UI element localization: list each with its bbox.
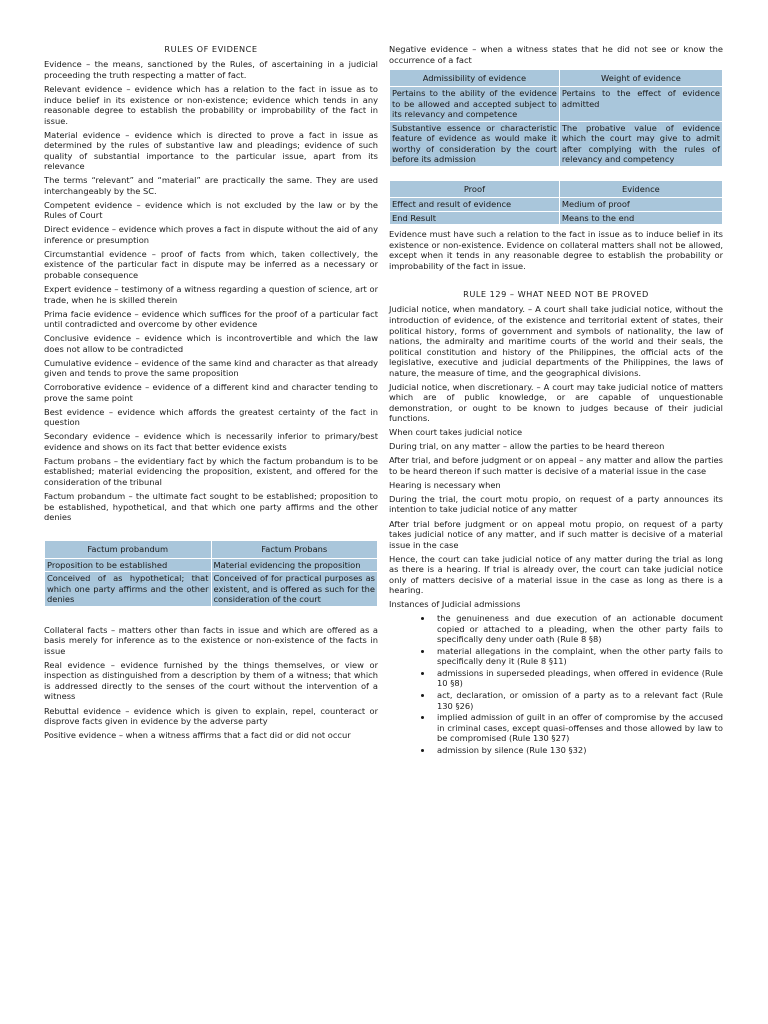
paragraph: Hearing is necessary when [389,479,501,490]
paragraph: Evidence – the means, sanctioned by the Rules, of ascertaining in a judicial proceeding the truth respecting a matter of fact. [44,59,378,80]
table-cell: Proposition to be established [45,558,212,572]
paragraph: After trial before judgment or on appeal motu propio, on request of a party takes judicial notice of any matter, and if such matter is decisive of a material issue in the case [389,518,723,550]
paragraph: Relevant evidence – evidence which has a relation to the fact in issue as to induce belief in its existence or non-existence; evidence which tends in any reasonable degree to establish the probability or improbability of the fact in issue. [44,83,378,126]
paragraph: Direct evidence – evidence which proves a fact in dispute without the aid of any inference or presumption [44,224,378,245]
left-column [44,44,378,744]
list-item: • admission by silence (Rule 130 §32) [433,745,723,756]
paragraph: Negative evidence – when a witness states that he did not see or know the occurrence of a fact [389,44,723,65]
table-header-cell: Evidence [559,180,722,198]
table-header-row [390,69,723,87]
paragraph: Instances of Judicial admissions [389,599,521,610]
list-item: • act, declaration, or omission of a party as to a relevant fact (Rule 130 §26) [433,690,723,711]
paragraph: Judicial notice, when mandatory. – A court shall take judicial notice, without the introduction of evidence, of the existence and territorial extent of states, their political history, forms of government and symbols of nationality, the law of nations, the admiralty and maritime courts of the world and their seals, the political constitution and history of the Philippines, the official acts of the legislative, executive and judicial departments of the Philippines, the laws of nature, the measure of time, and the geographical divisions. [389,304,723,378]
paragraph: Evidence must have such a relation to the fact in issue as to induce belief in its existence or non-existence. Evidence on collateral matters shall not be allowed, except when it tends in any reasonable degree to establish the probability or improbability of the fact in issue. [389,229,723,271]
table-header-cell: Factum probandum [45,541,212,559]
table-header-cell: Admissibility of evidence [390,69,560,87]
list-item: • the genuineness and due execution of an actionable document copied or attached to a pleading, when the other party fails to specifically deny under oath (Rule 8 §8) [433,613,723,645]
paragraph: Circumstantial evidence – proof of facts from which, taken collectively, the existence of the particular fact in dispute may be inferred as a necessary or probable consequence [44,248,378,280]
paragraph: Collateral facts – matters other than facts in issue and which are offered as a basis merely for inference as to the existence or non-existence of the facts in issue [44,624,378,656]
table-cell: End Result [390,211,560,225]
list-item: • material allegations in the complaint, when the other party fails to specifically deny it (Rule 8 §11) [433,646,723,667]
paragraph: The terms “relevant” and “material” are practically the same. They are used interchangeably by the SC. [44,175,378,196]
right-column [389,44,723,756]
paragraph: Material evidence – evidence which is directed to prove a fact in issue as determined by the rules of substantive law and pleadings; evidence of such quality of substantial importance to the particular issue, apart from its relevance [44,129,378,172]
paragraph: Competent evidence – evidence which is not excluded by the law or by the Rules of Court [44,199,378,221]
table-cell: Medium of proof [559,198,722,212]
table-cell: Effect and result of evidence [390,198,560,212]
paragraph: Judicial notice, when discretionary. – A court may take judicial notice of matters which are of public knowledge, or are capable of unquestionable demonstration, or ought to be known to judges because of their judicial functions. [389,381,723,424]
spacer [389,171,723,180]
table-row [390,198,723,212]
table-cell: Conceived of as hypothetical; that which one party affirms and the other denies [45,572,212,607]
table-cell: Conceived of for practical purposes as existent, and is offered as such for the consideration of the court [211,572,378,607]
list-item: • admissions in superseded pleadings, when offered in evidence (Rule 10 §8) [433,668,723,689]
spacer [44,611,378,625]
table-cell: Pertains to the effect of evidence admitted [559,87,722,122]
paragraph: When court takes judicial notice [389,427,523,438]
table-row [390,211,723,225]
paragraph: Cumulative evidence – evidence of the same kind and character as that already given and tends to prove the same proposition [44,357,378,379]
paragraph: Rebuttal evidence – evidence which is given to explain, repel, counteract or disprove facts given in evidence by the adverse party [44,705,378,727]
table-cell: Pertains to the ability of the evidence to be allowed and accepted subject to its relevancy and competence [390,87,560,122]
paragraph: Positive evidence – when a witness affirms that a fact did or did not occur [44,730,351,741]
table-cell: Material evidencing the proposition [211,558,378,572]
judicial-admissions-list [389,613,723,755]
paragraph: During trial, on any matter – allow the parties to be heard thereon [389,441,665,452]
proof-evidence-table [389,180,723,226]
paragraph: Prima facie evidence – evidence which suffices for the proof of a particular fact until contradicted and overcome by other evidence [44,308,378,330]
paragraph: Expert evidence – testimony of a witness regarding a question of science, art or trade, when he is skilled therein [44,284,378,305]
list-item: • implied admission of guilt in an offer of compromise by the accused in criminal cases, except quasi-offenses and those allowed by law to be compromised (Rule 130 §27) [433,712,723,744]
factum-table [44,540,378,607]
section-heading: RULE 129 – WHAT NEED NOT BE PROVED [463,289,649,300]
table-row [45,572,378,607]
table-header-row [45,541,378,559]
table-header-row [390,180,723,198]
table-row [45,558,378,572]
paragraph: Conclusive evidence – evidence which is incontrovertible and which the law does not allow to be contradicted [44,333,378,354]
spacer [389,275,723,289]
section-heading: RULES OF EVIDENCE [164,44,258,54]
table-header-cell: Weight of evidence [559,69,722,87]
table-header-cell: Proof [390,180,560,198]
table-cell: The probative value of evidence which the court may give to admit after complying with the rules of relevancy and competency [559,121,722,166]
table-row [390,87,723,122]
paragraph: During the trial, the court motu propio, on request of a party announces its intention to take judicial notice of any matter [389,493,723,515]
table-cell: Substantive essence or characteristic feature of evidence as would make it worthy of consideration by the court before its admission [390,121,560,166]
paragraph: After trial, and before judgment or on appeal – any matter and allow the parties to be heard thereon if such matter is decisive of a material issue in the case [389,455,723,476]
table-row [390,121,723,166]
paragraph: Real evidence – evidence furnished by the things themselves, or view or inspection as distinguished from a description by them of a witness; that which is addressed directly to the senses of the court without the intervention of a witness [44,659,378,702]
paragraph: Hence, the court can take judicial notice of any matter during the trial as long as there is a hearing. If trial is already over, the court can take judicial notice only of matters decisive of a material issue in the case as long as there is a hearing. [389,553,723,596]
admissibility-weight-table [389,69,723,167]
table-cell: Means to the end [559,211,722,225]
paragraph: Best evidence – evidence which affords the greatest certainty of the fact in question [44,406,378,428]
paragraph: Corroborative evidence – evidence of a different kind and character tending to prove the same point [44,382,378,403]
paragraph: Factum probandum – the ultimate fact sought to be established; proposition to be established, hypothetical, and that which one party affirms and the other denies [44,491,378,523]
paragraph: Secondary evidence – evidence which is necessarily inferior to primary/best evidence and shows on its fact that better evidence exists [44,431,378,452]
table-header-cell: Factum Probans [211,541,378,559]
paragraph: Factum probans – the evidentiary fact by which the factum probandum is to be established; material evidencing the proposition, existent, and offered for the consideration of the tribunal [44,455,378,487]
spacer [44,526,378,540]
